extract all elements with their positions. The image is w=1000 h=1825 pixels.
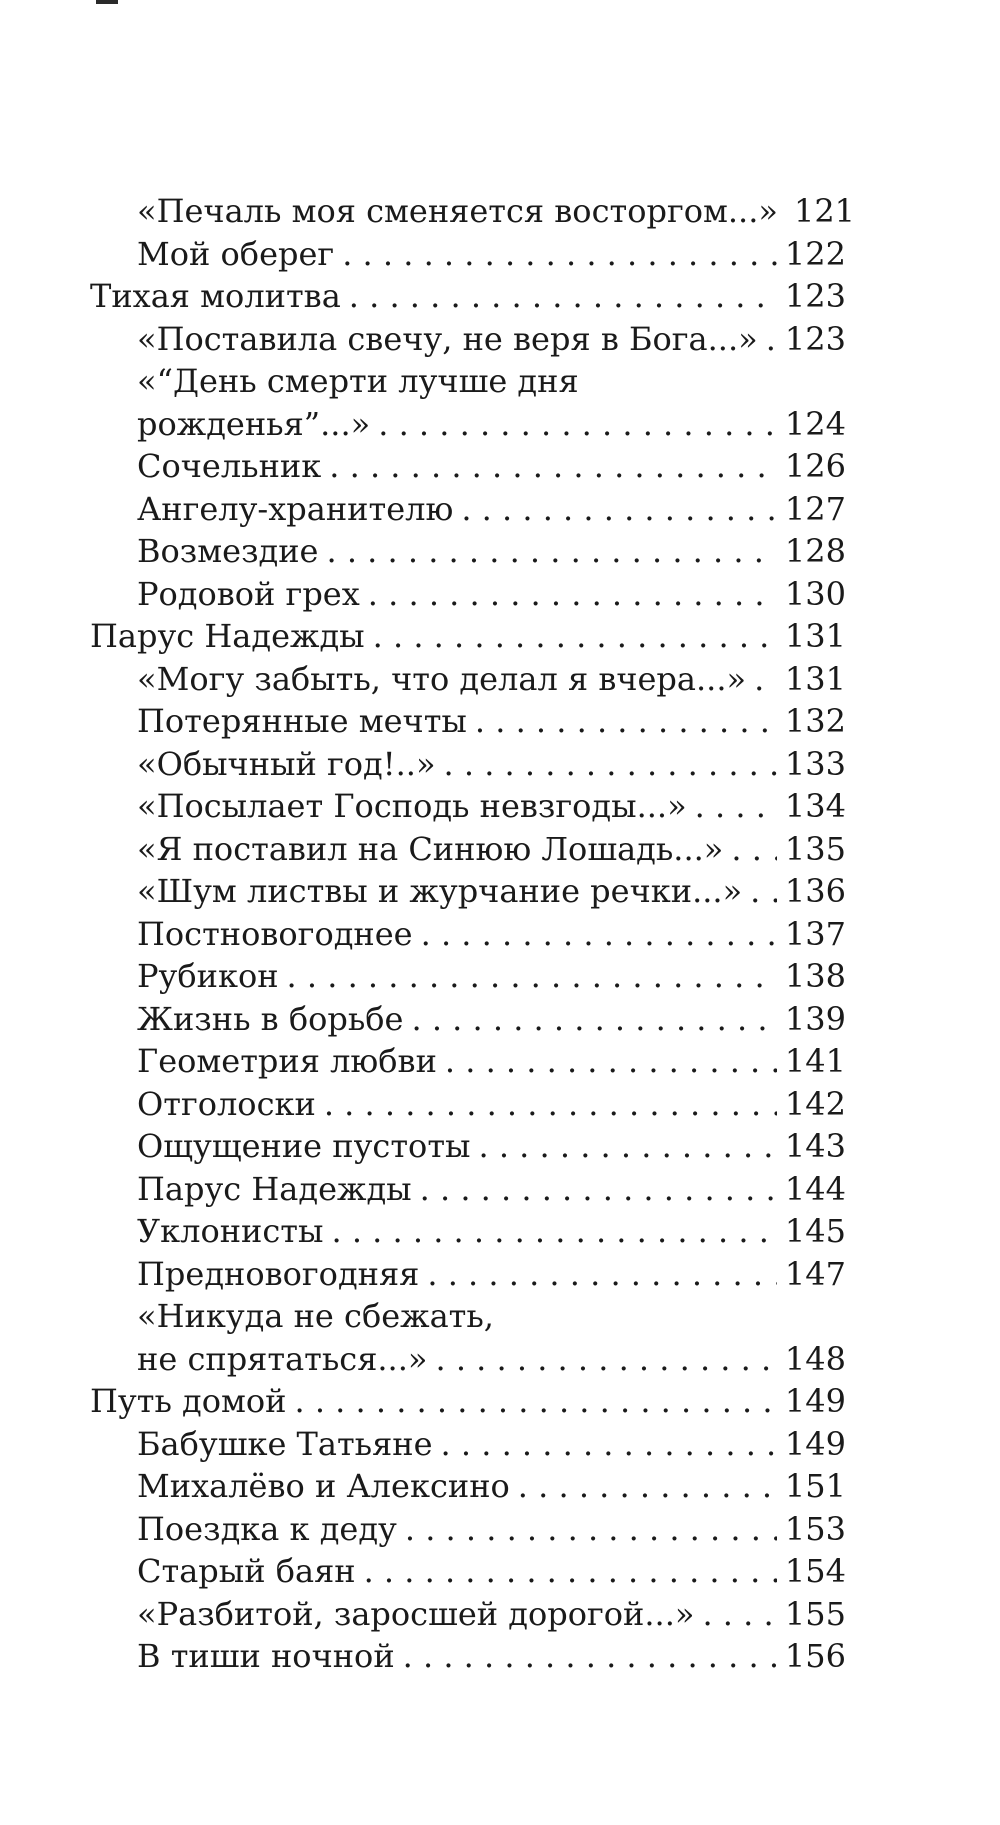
dot-leader [326, 530, 776, 573]
toc-subentry[interactable] [90, 1040, 846, 1083]
toc-subentry[interactable] [90, 1295, 846, 1338]
toc-page-number: 130 [784, 574, 846, 613]
toc-subentry[interactable] [90, 658, 846, 701]
dot-leader [445, 1040, 777, 1083]
toc-subentry[interactable] [90, 1168, 846, 1211]
toc-entry-title: Парус Надежды [90, 617, 365, 655]
dot-leader [329, 445, 777, 488]
toc-page-number: 153 [784, 1509, 846, 1548]
dot-leader [342, 233, 777, 276]
toc-entry-title: Уклонисты [137, 1212, 324, 1250]
toc-page-number: 151 [784, 1467, 846, 1505]
toc-subentry[interactable] [90, 828, 846, 871]
toc-entry-title: Жизнь в борьбе [137, 999, 404, 1038]
toc-subentry[interactable] [90, 1210, 846, 1253]
toc-entry-title: «“День смерти лучше дня [137, 362, 579, 400]
toc-subentry[interactable] [90, 1508, 846, 1551]
toc-subentry[interactable] [90, 1423, 846, 1466]
toc-page-number: 147 [784, 1254, 846, 1293]
toc-subentry[interactable] [90, 1465, 846, 1508]
toc-subentry[interactable] [90, 190, 856, 233]
toc-subentry[interactable] [90, 530, 846, 573]
toc-subentry[interactable] [90, 233, 846, 276]
toc-page-number: 123 [784, 277, 846, 315]
toc-subentry[interactable] [90, 1635, 846, 1678]
toc-subentry[interactable] [90, 318, 846, 361]
toc-entry-title: «Могу забыть, что делал я вчера...» [137, 659, 747, 698]
toc-page-number: 156 [784, 1637, 846, 1675]
dot-leader [478, 1125, 776, 1168]
dot-leader [349, 275, 777, 318]
toc-subentry[interactable] [90, 785, 846, 828]
toc-page-number: 141 [784, 1042, 846, 1080]
toc-entry-title: «Посылает Господь невзгоды...» [137, 787, 687, 825]
toc-subentry[interactable] [90, 913, 846, 956]
dot-leader [518, 1465, 777, 1508]
dot-leader [427, 1253, 777, 1296]
toc-subentry[interactable] [90, 360, 846, 403]
toc-page-number: 149 [784, 1424, 846, 1463]
dot-leader [364, 1550, 777, 1593]
toc-page-number: 128 [784, 532, 846, 570]
toc-entry-title: «Никуда не сбежать, [137, 1297, 494, 1335]
toc-subentry[interactable] [90, 743, 846, 786]
toc-entry-title: Старый баян [137, 1552, 356, 1590]
toc-entry-title: «Поставила свечу, не веря в Бога...» [137, 319, 758, 358]
toc-page-number: 137 [784, 914, 846, 953]
toc-page-number: 122 [784, 234, 846, 273]
dot-leader [702, 1593, 776, 1636]
toc-entry-title: не спрятаться...» [137, 1339, 428, 1378]
toc-entry-title: Геометрия любви [137, 1042, 437, 1080]
toc-subentry[interactable] [90, 1550, 846, 1593]
toc-entry-title: Тихая молитва [90, 277, 341, 315]
toc-entry-title: Потерянные мечты [137, 702, 467, 740]
toc-section-entry[interactable] [90, 275, 846, 318]
toc-entry-title: «Печаль моя сменяется восторгом...» [137, 192, 778, 230]
toc-subentry[interactable] [90, 573, 846, 616]
dot-leader [754, 658, 777, 701]
toc-section-entry[interactable] [90, 615, 846, 658]
toc-subentry[interactable] [90, 1083, 846, 1126]
dot-leader [435, 1338, 776, 1381]
dot-leader [444, 743, 777, 786]
page-corner-mark [96, 0, 118, 4]
dot-leader [731, 828, 777, 871]
toc-page-number: 148 [784, 1339, 846, 1378]
toc-entry-title: Рубикон [137, 957, 279, 995]
toc-entry-title: Поездка к деду [137, 1509, 397, 1548]
toc-entry-title: Родовой грех [137, 574, 360, 613]
toc-page-number: 143 [784, 1127, 846, 1165]
dot-leader [475, 700, 777, 743]
dot-leader [403, 1635, 777, 1678]
toc-entry-title: Предновогодняя [137, 1254, 420, 1293]
toc-entry-title: Парус Надежды [137, 1169, 412, 1208]
dot-leader [405, 1508, 777, 1551]
toc-subentry[interactable] [90, 870, 846, 913]
toc-page-number: 145 [784, 1212, 846, 1250]
toc-entry-title: Михалёво и Алексино [137, 1467, 510, 1505]
toc-page-number: 131 [784, 659, 846, 698]
toc-entry-title: Путь домой [90, 1382, 287, 1420]
toc-page-number: 149 [784, 1382, 846, 1420]
toc-page-number: 155 [784, 1594, 846, 1633]
dot-leader [294, 1380, 776, 1423]
dot-leader [750, 870, 777, 913]
toc-page-number: 126 [784, 447, 846, 485]
toc-subentry[interactable] [90, 488, 846, 531]
toc-page-number: 142 [784, 1084, 846, 1123]
toc-subentry[interactable] [90, 1253, 846, 1296]
dot-leader [441, 1423, 777, 1466]
toc-subentry[interactable] [90, 403, 846, 446]
table-of-contents [90, 190, 856, 1678]
dot-leader [373, 615, 777, 658]
toc-page-number: 135 [784, 829, 846, 868]
toc-subentry[interactable] [90, 955, 846, 998]
toc-page-number: 124 [784, 404, 846, 443]
toc-subentry[interactable] [90, 1338, 846, 1381]
toc-entry-title: Постновогоднее [137, 914, 413, 953]
toc-entry-title: «Разбитой, заросшей дорогой...» [137, 1594, 695, 1633]
toc-subentry[interactable] [90, 1125, 846, 1168]
toc-page-number: 144 [784, 1169, 846, 1208]
dot-leader [368, 573, 777, 616]
dot-leader [461, 488, 777, 531]
toc-subentry[interactable] [90, 998, 846, 1041]
toc-page-number: 136 [784, 872, 846, 910]
toc-page-number: 138 [784, 957, 846, 995]
toc-page-number: 139 [784, 999, 846, 1038]
toc-entry-title: Бабушке Татьяне [137, 1424, 433, 1463]
dot-leader [695, 785, 777, 828]
dot-leader [420, 1168, 777, 1211]
toc-subentry[interactable] [90, 1593, 846, 1636]
toc-section-entry[interactable] [90, 1380, 846, 1423]
dot-leader [421, 913, 777, 956]
toc-entry-title: «Я поставил на Синюю Лошадь...» [137, 829, 724, 868]
dot-leader [324, 1083, 777, 1126]
toc-entry-title: Сочельник [137, 447, 322, 485]
toc-entry-title: Отголоски [137, 1084, 316, 1123]
toc-page-number: 123 [784, 319, 846, 358]
toc-page-number: 131 [784, 617, 846, 655]
toc-entry-title: Мой оберег [137, 234, 335, 273]
toc-subentry[interactable] [90, 445, 846, 488]
toc-page-number: 154 [784, 1552, 846, 1590]
toc-entry-title: Ангелу-хранителю [137, 489, 454, 528]
toc-subentry[interactable] [90, 700, 846, 743]
toc-entry-title: «Обычный год!..» [137, 744, 436, 783]
toc-entry-title: Возмездие [137, 532, 319, 570]
toc-entry-title: «Шум листвы и журчание речки...» [137, 872, 743, 910]
toc-entry-title: рожденья”...» [137, 404, 371, 443]
dot-leader [411, 998, 776, 1041]
toc-entry-title: Ощущение пустоты [137, 1127, 471, 1165]
toc-entry-title: В тиши ночной [137, 1637, 395, 1675]
toc-page-number: 134 [784, 787, 846, 825]
toc-page-number: 133 [784, 744, 846, 783]
toc-page-number: 127 [784, 489, 846, 528]
dot-leader [378, 403, 777, 446]
dot-leader [331, 1210, 776, 1253]
dot-leader [766, 318, 777, 361]
toc-page-number: 132 [784, 702, 846, 740]
dot-leader [287, 955, 777, 998]
toc-page-number: 121 [793, 192, 856, 230]
